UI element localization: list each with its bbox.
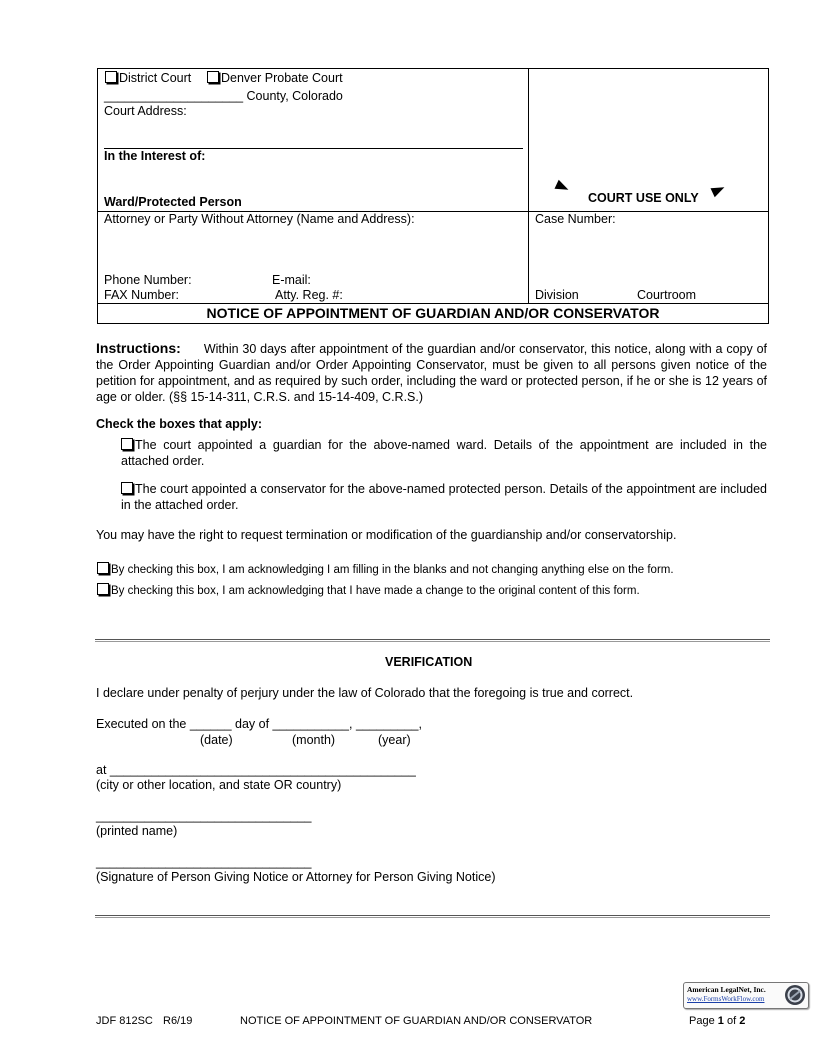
ack-no-change-option[interactable] bbox=[97, 562, 674, 576]
court-use-only-label: COURT USE ONLY bbox=[588, 191, 699, 205]
verification-rule-bottom-2 bbox=[95, 917, 770, 918]
date-label: (date) bbox=[200, 733, 233, 747]
guardian-checkbox[interactable] bbox=[121, 438, 133, 450]
district-court-label: District Court bbox=[119, 71, 192, 85]
logo-company: American LegalNet, Inc. bbox=[687, 985, 766, 994]
logo-url[interactable]: www.FormsWorkFlow.com bbox=[687, 995, 765, 1003]
denver-probate-option[interactable] bbox=[207, 71, 343, 85]
instructions-block bbox=[96, 340, 767, 405]
district-court-option[interactable] bbox=[105, 71, 191, 85]
instructions-heading: Instructions: bbox=[96, 340, 181, 356]
location-label: (city or other location, and state OR country) bbox=[96, 778, 342, 792]
caption-divider-vertical bbox=[528, 68, 529, 304]
legalnet-logo bbox=[683, 982, 809, 1009]
conservator-checkbox[interactable] bbox=[121, 482, 133, 494]
ack-changed-text: By checking this box, I am acknowledging that I have made a change to the original content of this form. bbox=[111, 585, 640, 597]
verification-rule-bottom bbox=[95, 915, 770, 916]
month-label: (month) bbox=[292, 733, 336, 747]
globe-icon bbox=[784, 984, 806, 1006]
denver-probate-label: Denver Probate Court bbox=[221, 71, 343, 85]
courtroom-label: Courtroom bbox=[637, 288, 697, 302]
court-address-label: Court Address: bbox=[104, 104, 187, 118]
printed-name-label: (printed name) bbox=[96, 824, 178, 838]
signature-label: (Signature of Person Giving Notice or Attorney for Person Giving Notice) bbox=[96, 870, 496, 884]
check-boxes-heading: Check the boxes that apply: bbox=[96, 417, 263, 431]
verification-rule-top bbox=[95, 639, 770, 640]
form-title: NOTICE OF APPOINTMENT OF GUARDIAN AND/OR CONSERVATOR bbox=[206, 305, 660, 321]
page-of: of bbox=[726, 1015, 737, 1027]
page-current: 1 bbox=[717, 1015, 724, 1027]
ward-protected-person-label: Ward/Protected Person bbox=[104, 195, 242, 209]
verification-heading: VERIFICATION bbox=[385, 655, 473, 669]
footer-title: NOTICE OF APPOINTMENT OF GUARDIAN AND/OR CONSERVATOR bbox=[240, 1015, 593, 1027]
conservator-text: The court appointed a conservator for the above-named protected person. Details of the appointment are included in the attached order. bbox=[121, 482, 767, 512]
footer-revision: R6/19 bbox=[163, 1015, 193, 1027]
county-blank[interactable]: ____________________ bbox=[104, 89, 244, 103]
conservator-option[interactable] bbox=[121, 481, 767, 513]
instructions-body: Within 30 days after appointment of the guardian and/or conservator, this notice, along with a copy of the Order Appointing Guardian and/or Order Appointing Conservator, must be given to all persons given notice of the petition for appointment, and as required by such order, including the ward or protected person, if he or she is 12 years of age or older. (§§ 15-14-311, C.R.S. and 15-14-409, C.R.S.) bbox=[96, 342, 767, 404]
page-total: 2 bbox=[739, 1015, 746, 1027]
rights-text: You may have the right to request termination or modification of the guardianship and/or conservatorship. bbox=[96, 528, 677, 542]
ack-no-change-text: By checking this box, I am acknowledging I am filling in the blanks and not changing anything else on the form. bbox=[111, 564, 674, 576]
verification-declaration: I declare under penalty of perjury under the law of Colorado that the foregoing is true and correct. bbox=[96, 686, 634, 700]
denver-probate-checkbox[interactable] bbox=[207, 71, 219, 83]
guardian-text: The court appointed a guardian for the above-named ward. Details of the appointment are included in the attached order. bbox=[121, 438, 767, 468]
atty-reg-label: Atty. Reg. #: bbox=[275, 288, 343, 302]
signature-blank[interactable]: _______________________________ bbox=[96, 855, 312, 869]
at-line[interactable]: at ____________________________________________ bbox=[96, 763, 416, 777]
guardian-option[interactable] bbox=[121, 437, 767, 469]
county-label: County, Colorado bbox=[246, 89, 343, 103]
county-line bbox=[104, 89, 343, 103]
ack-changed-checkbox[interactable] bbox=[97, 583, 109, 595]
executed-line[interactable]: Executed on the ______ day of ___________, _________, bbox=[96, 717, 422, 731]
fax-label: FAX Number: bbox=[104, 288, 180, 302]
footer-page-number bbox=[689, 1015, 745, 1027]
in-the-interest-of-label: In the Interest of: bbox=[104, 149, 206, 163]
printed-name-blank[interactable]: _______________________________ bbox=[96, 809, 312, 823]
district-court-checkbox[interactable] bbox=[105, 71, 117, 83]
ack-changed-option[interactable] bbox=[97, 583, 640, 597]
year-label: (year) bbox=[378, 733, 411, 747]
ack-no-change-checkbox[interactable] bbox=[97, 562, 109, 574]
division-label: Division bbox=[535, 288, 579, 302]
footer-form-id: JDF 812SC bbox=[96, 1015, 153, 1027]
verification-rule-top-2 bbox=[95, 641, 770, 642]
page-prefix: Page bbox=[689, 1015, 715, 1027]
phone-label: Phone Number: bbox=[104, 273, 192, 287]
case-number-label: Case Number: bbox=[535, 212, 616, 226]
attorney-party-label: Attorney or Party Without Attorney (Name and Address): bbox=[104, 212, 415, 226]
email-label: E-mail: bbox=[272, 273, 311, 287]
